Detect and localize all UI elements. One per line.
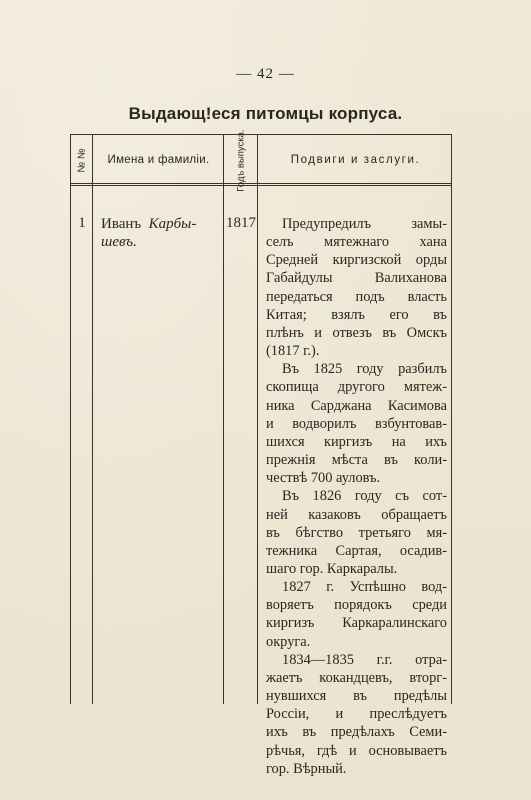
deeds-line: округа.	[266, 633, 311, 650]
deeds-line: жаетъ кокандцевъ, вторг-	[266, 669, 447, 686]
deeds-line: 1834—1835 г.г. отра-	[282, 651, 447, 668]
deeds-line: плѣнъ и отвезъ въ Омскъ	[266, 324, 447, 341]
deeds-line: Китая; взялъ его въ	[266, 306, 447, 323]
row-deeds	[266, 215, 447, 778]
deeds-line: нувшихся въ предѣлы	[266, 688, 447, 705]
deeds-line: ней казаковъ обращаетъ	[266, 506, 447, 523]
name-line-2	[101, 233, 219, 251]
header-number-label: № №	[76, 147, 88, 173]
deeds-line: Въ 1826 году съ сот-	[282, 488, 447, 505]
header-names: Имена и фамилiи.	[107, 154, 210, 166]
deeds-line: Въ 1825 году разбилъ	[282, 361, 447, 378]
header-year	[224, 128, 258, 192]
deeds-line: скопища другого мятеж-	[266, 379, 447, 396]
page-title: Выдающ!еся питомцы корпуса.	[128, 104, 403, 123]
page-number: — 42 —	[236, 66, 295, 82]
deeds-line: (1817 г.).	[266, 343, 320, 360]
deeds-line: Габайдулы Валиханова	[266, 270, 447, 287]
deeds-line: и водворилъ взбунтовав-	[266, 415, 447, 432]
row-year: 1817	[226, 215, 256, 231]
header-year-label: Годъ выпуска.	[235, 128, 247, 192]
deeds-line: 1827 г. Успѣшно вод-	[282, 579, 447, 596]
deeds-line: рѣчья, гдѣ и основываетъ	[266, 742, 447, 759]
deeds-line: ника Сарджана Касимова	[266, 397, 447, 414]
deeds-line: гор. Вѣрный.	[266, 760, 347, 777]
header-deeds: Подвиги и заслуги.	[290, 154, 421, 166]
deeds-line: чествѣ 700 ауловъ.	[266, 470, 381, 487]
deeds-line: шихся киргизъ на ихъ	[266, 433, 447, 450]
deeds-line: передаться подъ власть	[266, 288, 447, 305]
column-rule	[92, 135, 93, 704]
alumni-table	[70, 128, 452, 777]
deeds-line: Россiи, и преслѣдуетъ	[266, 706, 447, 723]
header-number	[71, 135, 93, 185]
name-last-part-1: Карбы-	[148, 216, 197, 232]
row-number: 1	[78, 215, 86, 231]
deeds-line: киргизъ Каркаралинскаго	[266, 615, 447, 632]
name-last-part-2: шевъ.	[101, 234, 137, 250]
deeds-line: въ бѣгство третьяго мя-	[266, 524, 447, 541]
deeds-line: шаго гор. Каркаралы.	[266, 560, 398, 577]
deeds-line: Средней киргизской орды	[266, 252, 447, 269]
deeds-line: ихъ въ предѣлахъ Семи-	[266, 724, 447, 741]
deeds-line: тежника Сартая, осадив-	[266, 542, 447, 559]
deeds-line: прежнiя мѣста въ коли-	[266, 452, 447, 469]
row-name	[101, 215, 219, 251]
name-line-1	[101, 215, 219, 233]
deeds-line: воряетъ порядокъ среди	[266, 597, 447, 614]
name-first: Иванъ	[101, 216, 142, 232]
deeds-line: Предупредилъ замы-	[282, 216, 447, 232]
deeds-line: селъ мятежнаго хана	[266, 234, 447, 251]
